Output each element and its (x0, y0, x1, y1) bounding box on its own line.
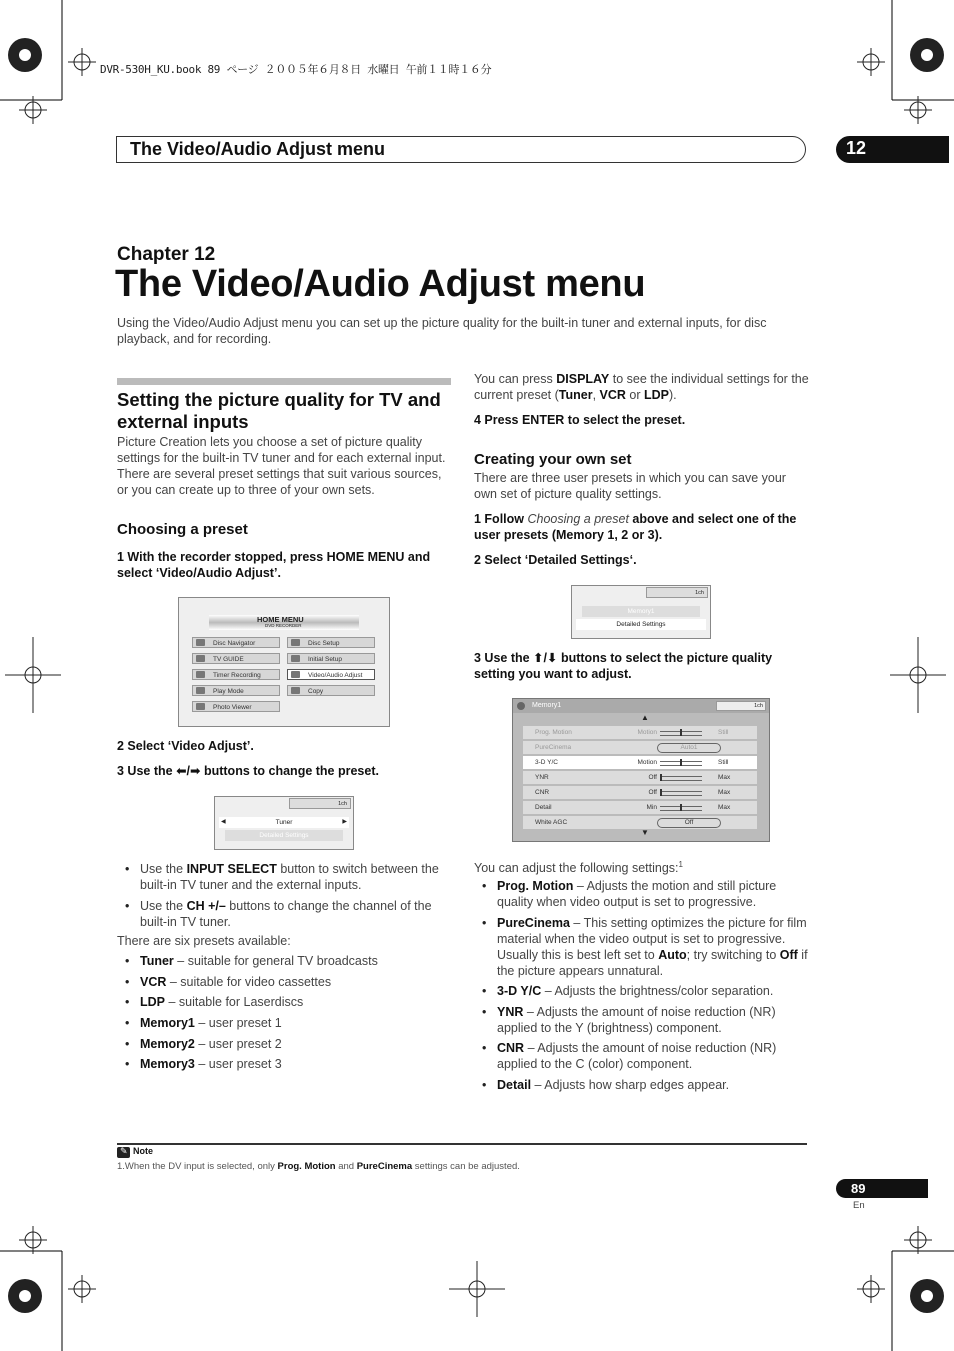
setting-row-cnr[interactable] (523, 786, 757, 799)
play-mode-icon (196, 687, 205, 694)
setting-row-3-d-y-c[interactable] (523, 756, 757, 769)
setting-slider[interactable] (660, 776, 702, 781)
setting-label: YNR (535, 774, 549, 781)
footnote-ref: 1 (678, 860, 683, 869)
setting-label: CNR (535, 789, 550, 796)
setting-slider[interactable] (660, 791, 702, 796)
setting-value-pill[interactable]: Auto1 (657, 743, 721, 753)
note-label: Note (133, 1146, 153, 1156)
setting-max-label: Max (718, 789, 731, 796)
adjust-intro: You can adjust the following settings:$^1$ (474, 860, 683, 876)
setting-label: White AGC (535, 819, 568, 826)
desc-purecinema: • PureCinema – This setting optimizes the picture for film material when the video output is set to progressive. Usually this is best left set to Auto; try switching to Off if the picture appears unnatural. (474, 915, 810, 979)
slider-knob[interactable] (680, 759, 682, 766)
setting-row-white-agc[interactable] (523, 816, 757, 829)
left-right-arrows-icon: ⬅/➡ (176, 764, 201, 778)
memory-preset-screen (571, 585, 711, 639)
creating-own-set-intro: There are three user presets in which you can save your own set of picture quality settings. (474, 471, 786, 501)
desc-prog-motion: • Prog. Motion – Adjusts the motion and still picture quality when video output is set to progressive. (474, 878, 810, 910)
memory-detailed-settings[interactable]: Detailed Settings (576, 619, 706, 630)
desc-detail: • Detail – Adjusts how sharp edges appear. (474, 1077, 810, 1093)
slider-knob[interactable] (660, 774, 662, 781)
bullet-ch-buttons: • Use the CH +/– buttons to change the channel of the built-in TV tuner. (117, 898, 457, 930)
scroll-up-arrow-icon[interactable]: ▲ (641, 713, 649, 722)
page-number: 89 (851, 1181, 866, 1196)
section-title: Setting the picture quality for TV and external inputs (117, 389, 441, 432)
step-1-follow: 1 Follow Choosing a preset above and select one of the user presets (Memory 1, 2 or 3). (474, 512, 797, 542)
preset-memory1: • Memory1 – user preset 1 (117, 1015, 457, 1031)
step-1-home-menu: 1 With the recorder stopped, press HOME MENU and select ‘Video/Audio Adjust’. (117, 550, 431, 580)
setting-min-label: Off (648, 789, 657, 796)
home-menu-subtitle: DVD RECORDER (265, 623, 302, 628)
print-header: DVR-530H_KU.book 89 ページ ２００５年６月８日 水曜日 午前１１時１６分 (100, 63, 492, 76)
preset-memory3: • Memory3 – user preset 3 (117, 1056, 457, 1072)
initial-setup-icon (291, 655, 300, 662)
home-menu-title: HOME MENU (257, 615, 304, 624)
bullet-input-select: • Use the INPUT SELECT button to switch between the built-in TV tuner and the external inputs. (117, 861, 457, 893)
memory-channel-box: 1ch (646, 587, 708, 598)
step-3-change-preset: 3 Use the ⬅/➡ buttons to change the preset. (117, 764, 379, 778)
setting-row-purecinema[interactable] (523, 741, 757, 754)
chapter-tab (836, 136, 949, 163)
slider-knob[interactable] (660, 789, 662, 796)
setting-max-label: Still (718, 729, 729, 736)
setting-max-label: Max (718, 804, 731, 811)
photo-viewer-icon (196, 703, 205, 710)
settings-title-bar (513, 699, 769, 713)
note-rule (117, 1143, 807, 1145)
slider-knob[interactable] (680, 729, 682, 736)
setting-max-label: Max (718, 774, 731, 781)
tuner-channel-box: 1ch (289, 798, 351, 809)
step-2-video-adjust: 2 Select ‘Video Adjust’. (117, 739, 254, 753)
step-2-detailed-settings: 2 Select ‘Detailed Settings‘. (474, 553, 637, 567)
setting-min-label: Motion (637, 759, 657, 766)
display-paragraph: You can press DISPLAY to see the individual settings for the current preset (Tuner, VCR or LDP). (474, 372, 809, 402)
note-text: 1.When the DV input is selected, only Prog. Motion and PureCinema settings can be adjusted. (117, 1161, 520, 1172)
home-menu-copy[interactable]: Copy (287, 685, 375, 696)
tuner-value-row[interactable]: ◀ Tuner ▶ (221, 819, 347, 826)
scroll-down-arrow-icon[interactable]: ▼ (641, 828, 649, 837)
setting-row-detail[interactable] (523, 801, 757, 814)
setting-max-label: Still (718, 759, 729, 766)
memory-value-row[interactable]: Memory1 (582, 606, 700, 617)
desc-3dyc: • 3-D Y/C – Adjusts the brightness/color separation. (474, 983, 810, 999)
home-menu-initial-setup[interactable]: Initial Setup (287, 653, 375, 664)
setting-label: PureCinema (535, 744, 572, 751)
settings-channel: 1ch (716, 701, 766, 711)
step-4-enter: 4 Press ENTER to select the preset. (474, 413, 686, 427)
setting-slider[interactable] (660, 761, 702, 766)
left-bullets (117, 861, 457, 1077)
settings-title: Memory1 (532, 702, 562, 709)
copy-icon (291, 687, 300, 694)
section-intro: Picture Creation lets you choose a set of picture quality settings for the built-in TV tuner and for each external input. There are several preset settings that suit various sources, or you can create up to three of your own sets. (117, 435, 446, 497)
setting-slider[interactable] (660, 806, 702, 811)
arrow-right-icon: ▶ (342, 819, 347, 825)
setting-min-label: Off (648, 774, 657, 781)
tv-guide-icon (196, 655, 205, 662)
setting-row-prog-motion[interactable] (523, 726, 757, 739)
setting-label: Detail (535, 804, 552, 811)
video-audio-adjust-icon (291, 671, 300, 678)
desc-ynr: • YNR – Adjusts the amount of noise reduction (NR) applied to the Y (brightness) component. (474, 1004, 810, 1036)
setting-min-label: Motion (637, 729, 657, 736)
setting-row-ynr[interactable] (523, 771, 757, 784)
presets-intro: There are six presets available: (117, 934, 291, 949)
memory-icon (517, 702, 525, 710)
subsection-choosing-preset: Choosing a preset (117, 521, 248, 538)
timer-recording-icon (196, 671, 205, 678)
preset-vcr: • VCR – suitable for video cassettes (117, 974, 457, 990)
home-menu-timer-recording[interactable]: Timer Recording (192, 669, 280, 680)
subsection-creating-own-set: Creating your own set (474, 451, 632, 468)
home-menu-title-bar (209, 615, 359, 630)
section-rule (117, 378, 451, 385)
desc-cnr: • CNR – Adjusts the amount of noise reduction (NR) applied to the C (color) component. (474, 1040, 810, 1072)
setting-value-pill[interactable]: Off (657, 818, 721, 828)
slider-knob[interactable] (680, 804, 682, 811)
tuner-preset-screen (214, 796, 354, 850)
up-down-arrows-icon: ⬆/⬇ (533, 651, 558, 665)
home-menu-disc-setup[interactable]: Disc Setup (287, 637, 375, 648)
chapter-tab-number: 12 (846, 138, 867, 158)
running-head-title: The Video/Audio Adjust menu (130, 139, 386, 159)
preset-ldp: • LDP – suitable for Laserdiscs (117, 994, 457, 1010)
home-menu-video-audio-adjust[interactable]: Video/Audio Adjust (287, 669, 375, 680)
page-lang: En (853, 1200, 865, 1211)
home-menu-tv-guide[interactable]: TV GUIDE (192, 653, 280, 664)
running-head-bar (116, 136, 806, 163)
chapter-label: Chapter 12 (117, 244, 216, 265)
home-menu-screen (178, 597, 390, 727)
page-number-tab (836, 1179, 928, 1198)
setting-slider[interactable] (660, 731, 702, 736)
home-menu-photo-viewer[interactable]: Photo Viewer (192, 701, 280, 712)
note-icon: ✎ (117, 1147, 130, 1158)
setting-min-label: Min (646, 804, 657, 811)
disc-navigator-icon (196, 639, 205, 646)
tuner-detailed-settings[interactable]: Detailed Settings (225, 830, 343, 841)
home-menu-disc-navigator[interactable]: Disc Navigator (192, 637, 280, 648)
settings-descriptions (474, 878, 810, 1098)
page-title: The Video/Audio Adjust menu (115, 263, 646, 305)
step-3-select-setting: 3 Use the ⬆/⬇ buttons to select the picture quality setting you want to adjust. (474, 651, 773, 681)
home-menu-play-mode[interactable]: Play Mode (192, 685, 280, 696)
detailed-settings-screen (512, 698, 770, 842)
arrow-left-icon: ◀ (221, 819, 226, 825)
setting-label: 3-D Y/C (535, 759, 558, 766)
intro-paragraph: Using the Video/Audio Adjust menu you can set up the picture quality for the built-in tuner and external inputs, for disc playback, and for recording. (117, 316, 767, 346)
disc-setup-icon (291, 639, 300, 646)
preset-memory2: • Memory2 – user preset 2 (117, 1036, 457, 1052)
preset-tuner: • Tuner – suitable for general TV broadcasts (117, 953, 457, 969)
setting-label: Prog. Motion (535, 729, 572, 736)
